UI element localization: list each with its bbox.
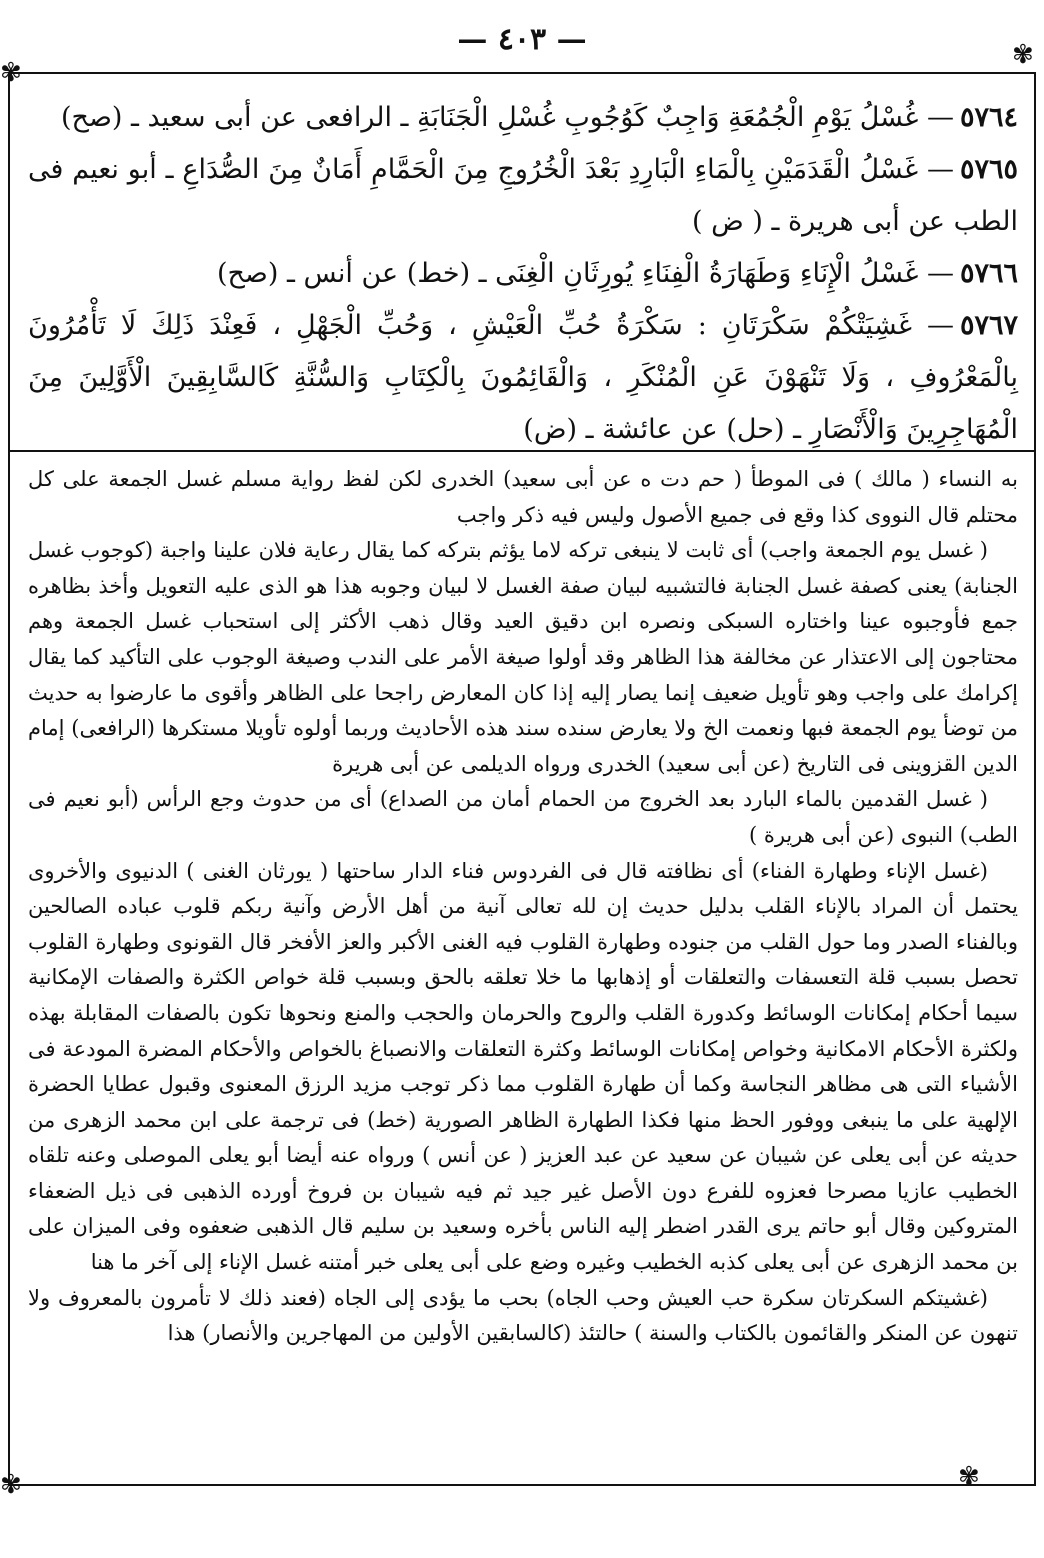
top-left-ornament-icon: ✾	[0, 58, 22, 88]
commentary-paragraph: به النساء ( مالك ) فى الموطأ ( حم دت ه عن أبى سعيد) الخدرى لكن لفظ رواية مسلم غسل الجمعة على كل محتلم قال النووى كذا وقع فى جميع الأصول وليس فيه ذكر واجب	[28, 467, 1018, 527]
hadith-text: — غُسْلُ يَوْمِ الْجُمُعَةِ وَاجِبٌ كَوُجُوبِ غُسْلِ الْجَنَابَةِ ـ الرافعى عن أبى سعيد ـ (صح)	[60, 102, 954, 133]
hadith-entry	[28, 92, 1018, 144]
commentary-paragraph: (غسل الإناء وطهارة الفناء) أى نظافته قال فى الفردوس فناء الدار ساحتها ( يورثان الغنى ) الدنيوى والأخروى يحتمل أن المراد بالإناء القلب بدليل حديث إن لله تعالى آنية من أهل الأرض وآنية ربكم قلوب عباده الصالحين وبالفناء الصدر وما حول القلب من جنوده وطهارة القلوب فيه الغنى الأكبر والعز الأفخر قال القونوى وطهارة القلوب تحصل بسبب قلة التعسفات والتعلقات أو إذهابها ما خلا تعلقه بالحق وبسبب قلة خواص الكثرة والصفات الإمكانية سيما أحكام إمكانات الوسائط وكدورة القلب والروح والحرمان والحجب والمنع ونحوها تكون بالصفات المقابلة بهذه ولكثرة الأحكام الامكانية وخواص إمكانات الوسائط وكثرة التعلقات والانصباغ بالخواص والأحكام المضرة المودعة فى الأشياء التى هى مظاهر النجاسة وكما أن طهارة القلوب مما ذكر توجب مزيد الرزق المعنوى وقبول عطايا الحضرة الإلهية على ما ينبغى ووفور الحظ منها فكذا الطهارة الظاهر الصورية (خط) فى ترجمة على ابن محمد الزهرى من حديثه عن أبى يعلى عن شيبان عن سعيد عن عبد العزيز ( عن أنس ) ورواه عنه أيضا أبو يعلى الموصلى وعنه تلقاه الخطيب عازيا مصرحا فعزوه للفرع دون الأصل غير جيد ثم فيه شيبان بن فروخ أورده الذهبى فى ذيل الضعفاء المتروكين وقال أبو حاتم يرى القدر اضطر إليه الناس بأخره وسعيد بن سليم قال الذهبى ضعفوه وفى الميزان على بن محمد الزهرى عن أبى يعلى كذبه الخطيب وغيره وضع على أبى يعلى خبر أمتنه غسل الإناء إلى آخر ما هنا	[28, 858, 1019, 1275]
left-border-line	[8, 72, 10, 1486]
hadith-number: ٥٧٦٧	[959, 310, 1018, 341]
hadith-number: ٥٧٦٥	[959, 154, 1018, 185]
bottom-left-ornament-icon: ✾	[0, 1470, 22, 1500]
top-border-line	[8, 72, 1036, 74]
right-border-line	[1034, 72, 1036, 1486]
top-right-ornament-icon: ✾	[1012, 40, 1034, 70]
bottom-border-line	[8, 1484, 1036, 1486]
hadith-entry	[28, 300, 1018, 456]
page-number: — ٤٠٣ —	[457, 22, 587, 57]
hadith-number: ٥٧٦٤	[959, 102, 1018, 133]
hadith-text: — غَسْلُ الْإِنَاءِ وَطَهَارَةُ الْفِنَاءِ يُورِثَانِ الْغِنَى ـ (خط) عن أنس ـ (صح)	[216, 258, 954, 289]
hadith-number: ٥٧٦٦	[959, 258, 1018, 289]
hadith-text: — غَشِيَتْكُمْ سَكْرَتَانِ : سَكْرَةُ حُبِّ الْعَيْشِ ، وَحُبِّ الْجَهْلِ ، فَعِنْدَ ذَلِكَ لَا تَأْمُرُونَ بِالْمَعْرُوفِ ، وَلَا تَنْهَوْنَ عَنِ الْمُنْكَرِ ، وَالْقَائِمُونَ بِالْكِتَابِ وَالسُّنَّةِ كَالسَّابِقِينَ الْأَوَّلِينَ مِنَ الْمُهَاجِرِينَ وَالْأَنْصَارِ ـ (حل) عن عائشة ـ (ض)	[28, 310, 1018, 445]
commentary-section	[28, 462, 1018, 1352]
hadith-entry	[28, 144, 1018, 248]
hadith-section	[28, 92, 1018, 456]
hadith-text: — غَسْلُ الْقَدَمَيْنِ بِالْمَاءِ الْبَارِدِ بَعْدَ الْخُرُوجِ مِنَ الْحَمَّامِ أَمَانٌ مِنَ الصُّدَاعِ ـ أبو نعيم فى الطب عن أبى هريرة ـ ( ض )	[28, 154, 1018, 237]
commentary-paragraph: ( غسل القدمين بالماء البارد بعد الخروج من الحمام أمان من الصداع) أى من حدوث وجع الرأس (أبو نعيم فى الطب) النبوى (عن أبى هريرة )	[28, 787, 1018, 847]
commentary-paragraph: (غشيتكم السكرتان سكرة حب العيش وحب الجاه) بحب ما يؤدى إلى الجاه (فعند ذلك لا تأمرون بالمعروف ولا تنهون عن المنكر والقائمون بالكتاب والسنة ) حالتئذ (كالسابقين الأولين من المهاجرين والأنصار) هذا	[28, 1285, 1018, 1346]
section-divider	[8, 450, 1036, 452]
commentary-paragraph: ( غسل يوم الجمعة واجب) أى ثابت لا ينبغى تركه لاما يؤثم بتركه كما يقال رعاية فلان علينا واجبة (كوجوب غسل الجنابة) يعنى كصفة غسل الجنابة فالتشبيه لبيان صفة الغسل لا لبيان وجوبه هذا هو الذى عليه التعويل وأخذ بظاهره جمع فأوجبوه عينا واختاره السبكى ونصره ابن دقيق العيد وقال ذهب الأكثر إلى استحباب غسل الجمعة وهم محتاجون إلى الاعتذار عن مخالفة هذا الظاهر وقد أولوا صيغة الأمر على الندب وصيغة الوجوب على التأكيد كما يقال إكرامك على واجب وهو تأويل ضعيف إنما يصار إليه إذا كان المعارض راجحا على الظاهر وأقوى ما عارضوا به حديث من توضأ يوم الجمعة فبها ونعمت الخ ولا يعارض سنده سند هذه الأحاديث وربما أولوه تأويلا مستكرها (الرافعى) إمام الدين القزوينى فى التاريخ (عن أبى سعيد) الخدرى ورواه الديلمى عن أبى هريرة	[28, 538, 1018, 776]
hadith-entry	[28, 248, 1018, 300]
bottom-right-ornament-icon: ✾	[958, 1462, 980, 1492]
